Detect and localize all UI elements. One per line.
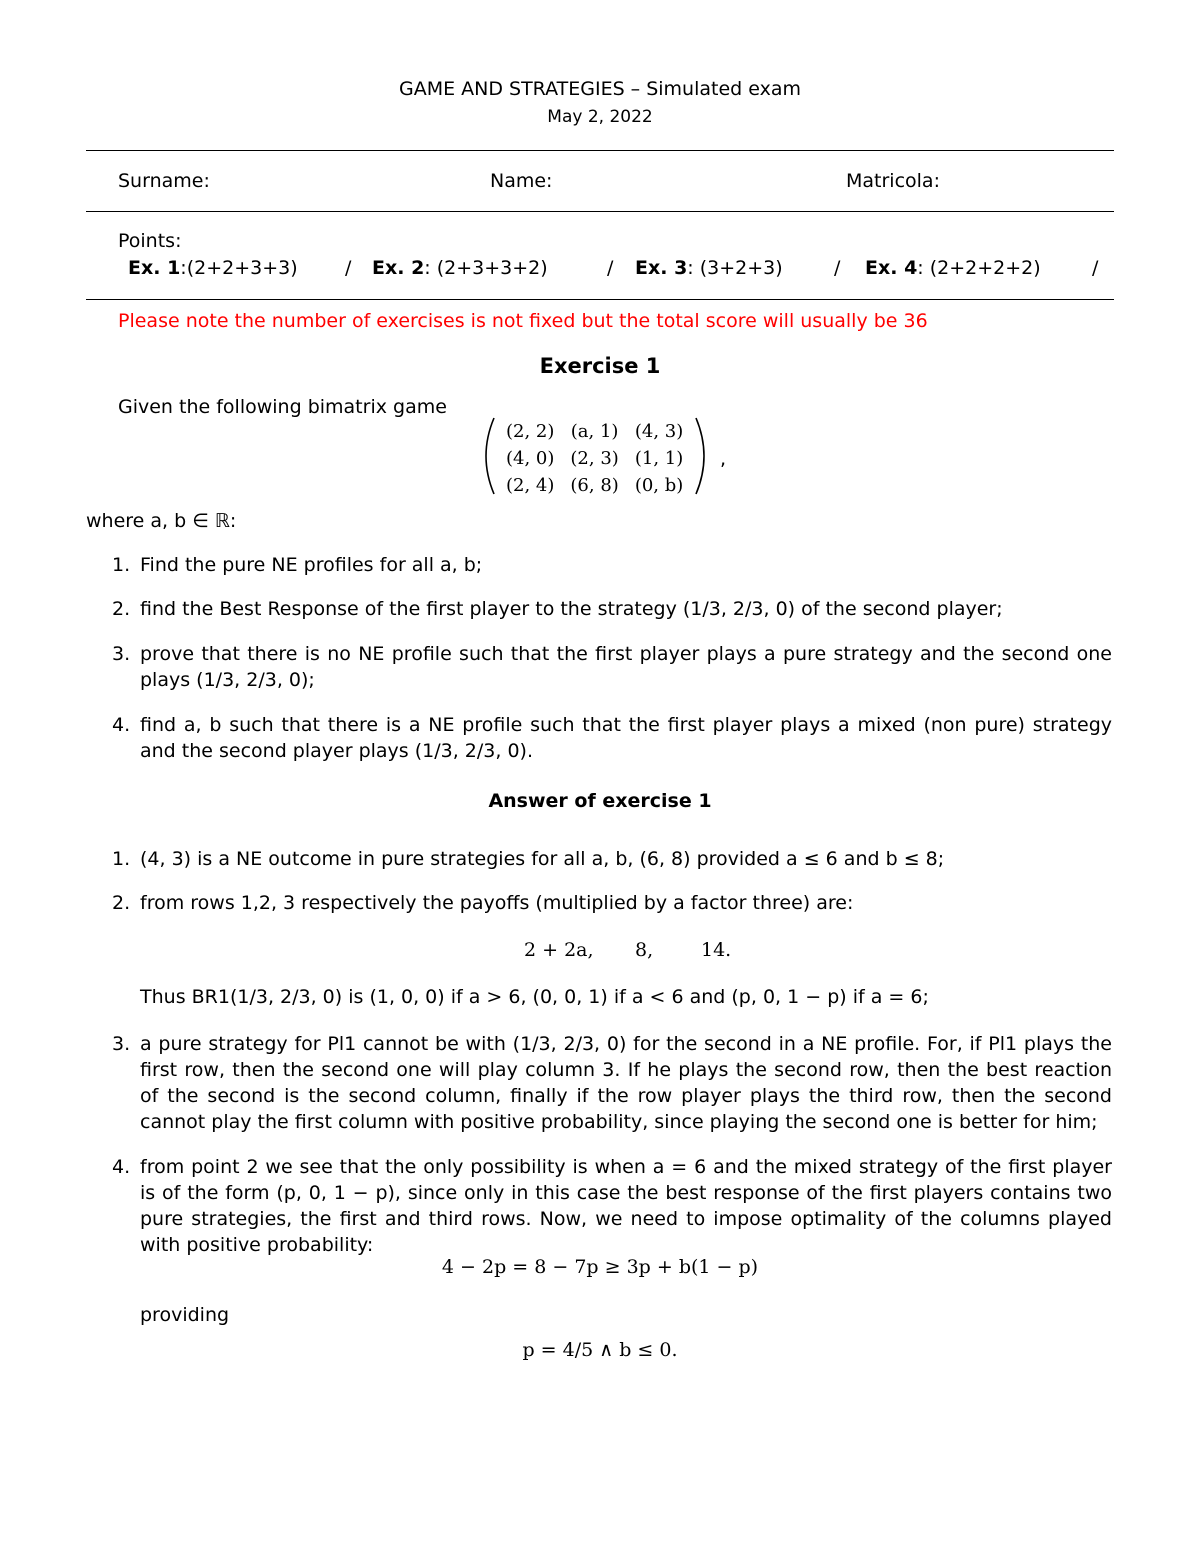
matrix-row (498, 472, 691, 499)
question-item (112, 552, 1112, 578)
matrix-cell: (4, 3) (634, 421, 684, 442)
exam-note: Please note the number of exercises is not fixed but the total score will usually be 36 (118, 310, 928, 332)
ex1-points-value: :(2+2+3+3) (180, 257, 298, 279)
answer-thus: Thus BR1(1/3, 2/3, 0) is (1, 0, 0) if a > 6, (0, 0, 1) if a < 6 and (p, 0, 1 − p) if a = 6; (140, 986, 929, 1008)
question-number: 3. (112, 643, 131, 665)
exercise-where: where a, b ∈ ℝ: (86, 510, 237, 532)
ex1-points (128, 257, 298, 279)
question-text: Find the pure NE profiles for all a, b; (140, 554, 483, 576)
matrix-comma: , (720, 448, 727, 470)
name-label: Name: (490, 170, 553, 192)
ex4-label: Ex. 4 (865, 257, 918, 279)
middle-rule (86, 211, 1114, 212)
ex3-points (635, 257, 783, 279)
answer-item (112, 1154, 1112, 1258)
answer-number: 1. (112, 848, 131, 870)
slash-2: / (607, 257, 614, 279)
answer-title: Answer of exercise 1 (488, 790, 712, 812)
ex1-label: Ex. 1 (128, 257, 181, 279)
matrix-cell: (6, 8) (570, 475, 619, 496)
matrix-row (498, 445, 691, 472)
question-item (112, 712, 1112, 764)
exercise-intro: Given the following bimatrix game (118, 396, 447, 418)
question-number: 4. (112, 714, 131, 736)
answer-text: a pure strategy for Pl1 cannot be with (1/3, 2/3, 0) for the second in a NE profile. For, if Pl1 plays the first row, then the second one will play column 3. If he plays the second row, then the best reaction of the second is the second column, finally if the row player plays the third row, then the second cannot play the first column with positive probability, since playing the second one is better for him; (140, 1033, 1112, 1133)
providing-label: providing (140, 1304, 230, 1326)
final-equation: p = 4/5 ∧ b ≤ 0. (522, 1339, 678, 1361)
answer-number: 4. (112, 1156, 131, 1178)
answer-text: from point 2 we see that the only possibility is when a = 6 and the mixed strategy of the first player is of the form (p, 0, 1 − p), since only in this case the best response of the first players contains two pure strategies, the first and third rows. Now, we need to impose optimality of the columns played with positive probability: (140, 1156, 1112, 1256)
matrix-cell: (0, b) (634, 475, 684, 496)
exam-date: May 2, 2022 (547, 107, 653, 127)
matrix-row (498, 418, 691, 445)
matrix-cell: (2, 2) (506, 421, 555, 442)
ex3-label: Ex. 3 (635, 257, 688, 279)
matrix-table (498, 418, 691, 499)
question-text: find the Best Response of the first player to the strategy (1/3, 2/3, 0) of the second player; (140, 598, 1003, 620)
payoff-equation-3: 14. (701, 939, 732, 961)
ex2-points (372, 257, 548, 279)
answer-item (112, 1031, 1112, 1135)
ex4-points-value: : (2+2+2+2) (917, 257, 1041, 279)
payoff-equation-1: 2 + 2a, (524, 939, 594, 961)
question-number: 1. (112, 554, 131, 576)
matrix-cell: (4, 0) (506, 448, 555, 469)
exam-title: GAME AND STRATEGIES – Simulated exam (398, 78, 802, 100)
bottom-rule (86, 299, 1114, 300)
points-label: Points: (118, 230, 182, 252)
answer-text: (4, 3) is a NE outcome in pure strategies for all a, b, (6, 8) provided a ≤ 6 and b ≤ 8; (140, 848, 945, 870)
answer-number: 2. (112, 892, 131, 914)
question-item (112, 596, 1112, 622)
matrix-cell: (2, 3) (570, 448, 619, 469)
slash-1: / (345, 257, 352, 279)
bimatrix (478, 414, 718, 498)
ex3-points-value: : (3+2+3) (687, 257, 783, 279)
question-number: 2. (112, 598, 131, 620)
slash-3: / (834, 257, 841, 279)
answer-number: 3. (112, 1033, 131, 1055)
question-text: prove that there is no NE profile such that the first player plays a pure strategy and the second one plays (1/3, 2/3, 0); (140, 643, 1112, 691)
question-item (112, 641, 1112, 693)
answer-item (112, 890, 1112, 916)
payoff-equation-2: 8, (635, 939, 654, 961)
matrix-cell: (1, 1) (634, 448, 684, 469)
answer-item (112, 846, 1112, 872)
optimality-equation: 4 − 2p = 8 − 7p ≥ 3p + b(1 − p) (441, 1256, 759, 1278)
answer-text: from rows 1,2, 3 respectively the payoffs (multiplied by a factor three) are: (140, 892, 854, 914)
exercise-title: Exercise 1 (539, 354, 661, 378)
top-rule (86, 150, 1114, 151)
question-text: find a, b such that there is a NE profile such that the first player plays a mixed (non pure) strategy and the second player plays (1/3, 2/3, 0). (140, 714, 1112, 762)
matricola-label: Matricola: (846, 170, 940, 192)
surname-label: Surname: (118, 170, 210, 192)
matrix-cell: (a, 1) (570, 421, 619, 442)
slash-4: / (1092, 257, 1099, 279)
ex2-label: Ex. 2 (372, 257, 425, 279)
matrix-cell: (2, 4) (506, 475, 555, 496)
ex2-points-value: : (2+3+3+2) (424, 257, 548, 279)
ex4-points (865, 257, 1041, 279)
